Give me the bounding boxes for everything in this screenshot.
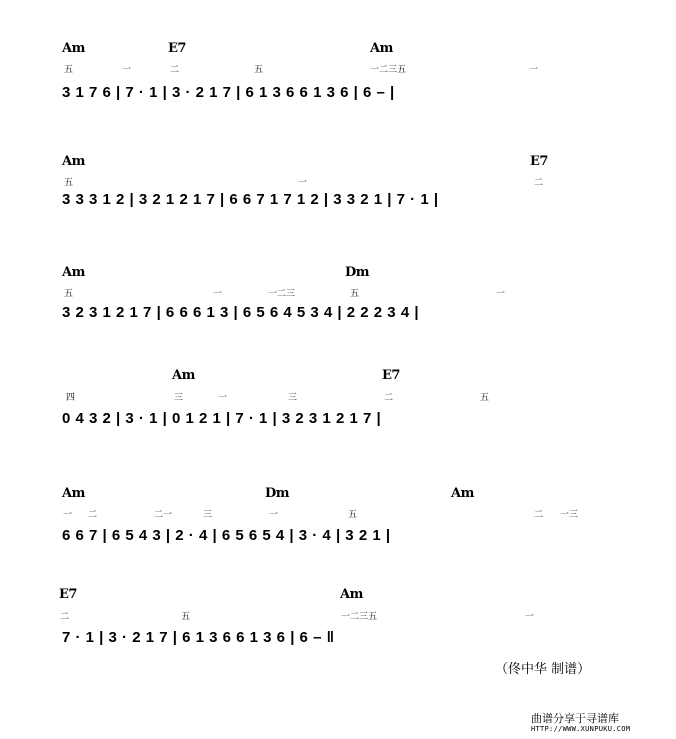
chord-label: Am (62, 41, 85, 56)
chord-label: Am (172, 368, 195, 383)
fingering-label: 一 (529, 65, 539, 75)
fingering-label: 一 (298, 178, 308, 188)
fingering-label: 四 (66, 393, 76, 403)
fingering-label: 五 (350, 289, 360, 299)
fingering-label: 一二三 (268, 289, 296, 299)
chord-label: E7 (530, 154, 548, 169)
staff-row-4 (0, 368, 676, 478)
notation-line: 3 2 3 1 2 1 7 | 6 6 6 1 3 | 6 5 6 4 5 3 4 | 2 2 2 3 4 | (62, 304, 420, 321)
staff-row-5 (0, 485, 676, 595)
chord-label: Am (451, 486, 474, 501)
fingering-label: 二一 (154, 510, 173, 520)
chord-label: E7 (59, 587, 77, 602)
fingering-label: 五 (64, 289, 74, 299)
fingering-label: 二 (384, 393, 394, 403)
fingering-label: 一 (525, 612, 535, 622)
fingering-label: 五 (480, 393, 490, 403)
chord-label: Dm (265, 486, 290, 501)
chord-label: Am (62, 154, 85, 169)
fingering-label: 一三 (560, 510, 579, 520)
chord-label: Dm (345, 265, 370, 280)
staff-row-1 (0, 38, 676, 148)
fingering-label: 三 (174, 393, 184, 403)
staff-row-3 (0, 264, 676, 374)
fingering-label: 二 (534, 510, 544, 520)
fingering-label: 五 (348, 510, 358, 520)
fingering-label: 一 (213, 289, 223, 299)
notation-line: 7 · 1 | 3 · 2 1 7 | 6 1 3 6 6 1 3 6 | 6 – ‖ (62, 629, 335, 646)
fingering-label: 三 (203, 510, 213, 520)
chord-label: Am (62, 486, 85, 501)
chord-label: Am (62, 265, 85, 280)
fingering-label: 一二三五 (370, 65, 407, 75)
notation-line: 0 4 3 2 | 3 · 1 | 0 1 2 1 | 7 · 1 | 3 2 3 1 2 1 7 | (62, 410, 382, 427)
fingering-label: 一 (218, 393, 228, 403)
fingering-label: 一 (269, 510, 279, 520)
fingering-label: 二 (88, 510, 98, 520)
fingering-label: 二 (60, 612, 70, 622)
fingering-label: 一 (496, 289, 506, 299)
staff-row-2 (0, 151, 676, 261)
watermark-url[interactable]: HTTP://WWW.XUNPUKU.COM (531, 725, 631, 733)
chord-label: Am (370, 41, 393, 56)
fingering-label: 二 (170, 65, 180, 75)
fingering-label: 一 (63, 510, 73, 520)
fingering-label: 五 (254, 65, 264, 75)
arranger-credit: （佟中华 制谱） (495, 662, 591, 677)
fingering-label: 一二三五 (341, 612, 378, 622)
notation-line: 3 1 7 6 | 7 · 1 | 3 · 2 1 7 | 6 1 3 6 6 1 3 6 | 6 – | (62, 84, 395, 101)
chord-label: E7 (168, 41, 186, 56)
fingering-label: 五 (64, 178, 74, 188)
staff-row-6 (0, 587, 676, 697)
notation-line: 6 6 7 | 6 5 4 3 | 2 · 4 | 6 5 6 5 4 | 3 · 4 | 3 2 1 | (62, 527, 391, 544)
fingering-label: 五 (181, 612, 191, 622)
chord-label: Am (340, 587, 363, 602)
fingering-label: 一 (122, 65, 132, 75)
fingering-label: 五 (64, 65, 74, 75)
chord-label: E7 (382, 368, 400, 383)
notation-line: 3 3 3 1 2 | 3 2 1 2 1 7 | 6 6 7 1 7 1 2 | 3 3 2 1 | 7 · 1 | (62, 191, 439, 208)
fingering-label: 三 (288, 393, 298, 403)
fingering-label: 二 (534, 178, 544, 188)
watermark-text: 曲谱分享于寻谱库 (531, 712, 619, 725)
